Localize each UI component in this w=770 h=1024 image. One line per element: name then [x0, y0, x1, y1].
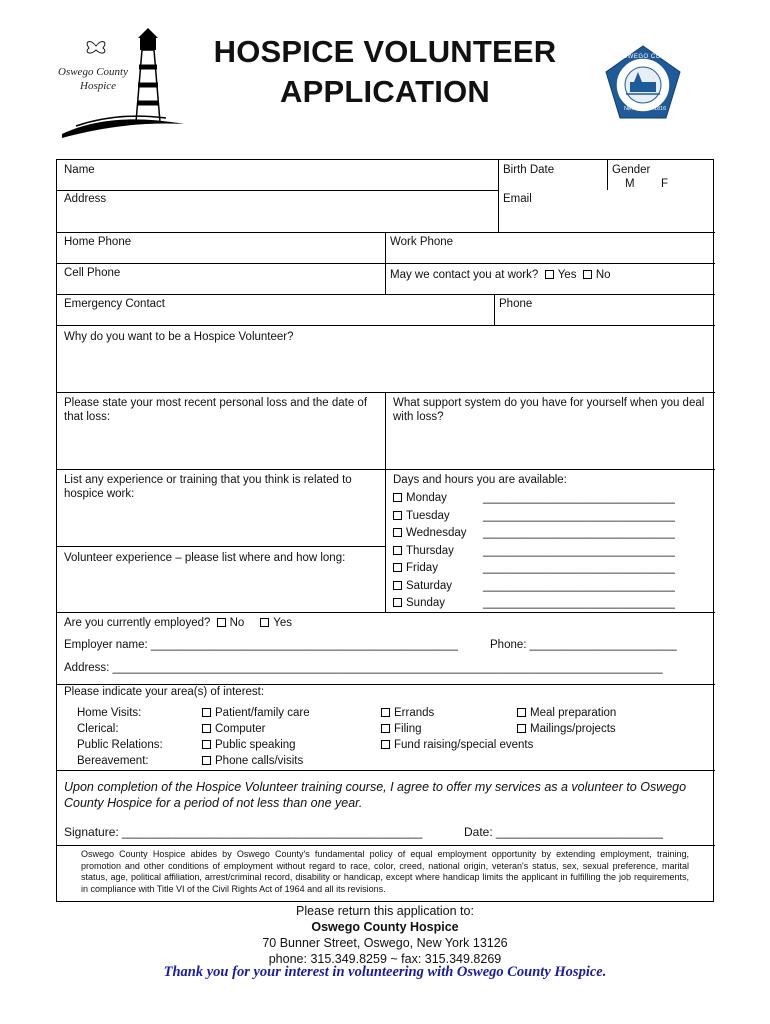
logo-text-line2: Hospice — [80, 80, 117, 92]
contact-yes-checkbox[interactable] — [545, 270, 554, 279]
day-label: Thursday — [406, 544, 454, 557]
interest-category-item — [77, 754, 149, 768]
contact-yes-label: Yes — [557, 269, 577, 281]
day-row-friday — [393, 561, 713, 575]
interest-option-label: Phone calls/visits — [215, 755, 304, 767]
employer-address-field[interactable]: Address: ______________________________________________________________________________________ — [64, 662, 663, 674]
employed-no-checkbox[interactable] — [217, 618, 226, 627]
interest-option-label: Computer — [215, 723, 266, 735]
volunteer-experience-field[interactable]: Volunteer experience – please list where and how long: — [64, 552, 346, 564]
interest-option-label: Public speaking — [215, 739, 296, 751]
interest-option-checkbox[interactable] — [202, 708, 211, 717]
interest-option-item[interactable] — [381, 738, 533, 752]
employed-yes-checkbox[interactable] — [260, 618, 269, 627]
day-label: Tuesday — [406, 509, 450, 522]
gender-label: Gender — [612, 164, 651, 176]
interest-category-label: Home Visits: — [77, 707, 142, 719]
date-field[interactable]: Date: _________________________ — [464, 825, 663, 839]
day-checkbox-wednesday[interactable] — [393, 528, 402, 537]
day-label: Saturday — [406, 579, 453, 592]
interest-category-item — [77, 706, 141, 720]
day-checkbox-monday[interactable] — [393, 493, 402, 502]
return-to: Please return this application to: — [296, 904, 474, 918]
interest-option-label: Errands — [394, 707, 435, 719]
thank-you-note: Thank you for your interest in volunteering with Oswego County Hospice. — [163, 964, 607, 980]
interest-option-checkbox[interactable] — [202, 756, 211, 765]
interest-option-checkbox[interactable] — [381, 740, 390, 749]
interest-option-item[interactable] — [202, 722, 266, 736]
interest-option-checkbox[interactable] — [381, 708, 390, 717]
return-org: Oswego County Hospice — [311, 920, 459, 934]
experience-training-field[interactable]: List any experience or training that you think is related to hospice work: — [64, 474, 352, 500]
day-checkbox-friday[interactable] — [393, 563, 402, 572]
day-hours-line[interactable]: ______________________________ — [483, 544, 675, 557]
return-address: 70 Bunner Street, Oswego, New York 13126 — [262, 936, 508, 950]
day-row-thursday — [393, 544, 713, 558]
day-row-wednesday — [393, 526, 713, 540]
interest-option-checkbox[interactable] — [517, 708, 526, 717]
day-hours-line[interactable]: ______________________________ — [483, 492, 675, 504]
interest-option-label: Filing — [394, 723, 422, 735]
address-field[interactable]: Address — [64, 193, 107, 205]
signature-field[interactable]: Signature: _____________________________________________ — [64, 825, 423, 839]
employed-no-label: No — [229, 617, 245, 629]
seal-text-top: OSWEGO COUNTY — [618, 54, 680, 60]
eeo-statement: Oswego County Hospice abides by Oswego County's fundamental policy of equal employment opportunity by extending employment, training, promotion and other conditions of employment without regard to race, color, creed, national origin, veteran's status, sex, sexual preference, marital status, age, political affiliation, arrest/criminal record, disability or handicap, except where handicap limits the applicant in fulfilling the job requirements, in compliance with Title VI of the Civil Rights Act of 1964 and all its revisions. — [81, 849, 689, 894]
interest-option-label: Mailings/projects — [530, 723, 616, 735]
application-form — [56, 159, 714, 902]
work-phone-field[interactable]: Work Phone — [390, 236, 454, 248]
why-volunteer-field[interactable]: Why do you want to be a Hospice Volunteer? — [64, 331, 294, 343]
page-title — [190, 32, 580, 112]
lighthouse-icon — [56, 22, 186, 144]
employed-label: Are you currently employed? — [64, 617, 211, 629]
day-checkbox-saturday[interactable] — [393, 581, 402, 590]
gender-m-option[interactable]: M — [625, 178, 635, 190]
day-hours-line[interactable]: ______________________________ — [483, 562, 675, 574]
employed-question — [64, 616, 292, 630]
interest-option-item[interactable] — [517, 722, 616, 736]
day-label: Friday — [406, 562, 438, 574]
day-label: Wednesday — [406, 527, 467, 539]
return-instructions — [0, 903, 770, 967]
day-checkbox-sunday[interactable] — [393, 598, 402, 607]
interest-option-item[interactable] — [202, 738, 296, 752]
interest-option-label: Fund raising/special events — [394, 739, 534, 751]
day-hours-line[interactable]: ______________________________ — [483, 509, 675, 522]
day-row-sunday — [393, 596, 713, 610]
interest-option-checkbox[interactable] — [202, 724, 211, 733]
county-seal — [604, 44, 682, 120]
interest-option-item[interactable] — [202, 754, 303, 768]
cell-phone-field[interactable]: Cell Phone — [64, 267, 121, 279]
seal-year: 1816 — [654, 106, 667, 112]
return-phone-fax: phone: 315.349.8259 ~ fax: 315.349.8269 — [268, 952, 502, 966]
support-system-field[interactable]: What support system do you have for yourself when you deal with loss? — [393, 397, 705, 423]
day-row-saturday — [393, 579, 713, 593]
interest-option-label: Meal preparation — [530, 707, 617, 719]
day-hours-line[interactable]: ______________________________ — [483, 597, 675, 609]
day-row-tuesday — [393, 509, 713, 523]
day-label: Sunday — [406, 597, 446, 609]
agreement-text: Upon completion of the Hospice Volunteer training course, I agree to offer my services as a volunteer to Oswego County Hospice for a period of not less than one year. — [64, 780, 687, 810]
days-hours-label: Days and hours you are available: — [393, 474, 567, 486]
hospice-logo — [56, 22, 186, 144]
emergency-contact-field[interactable]: Emergency Contact — [64, 298, 165, 310]
day-hours-line[interactable]: ______________________________ — [483, 579, 675, 592]
interest-option-item[interactable] — [381, 706, 434, 720]
contact-at-work-question — [390, 268, 611, 282]
seal-text-bottom: NEW YORK — [624, 106, 654, 112]
interest-category-label: Bereavement: — [77, 755, 149, 767]
recent-loss-field[interactable]: Please state your most recent personal loss and the date of that loss: — [64, 397, 368, 423]
interest-option-label: Patient/family care — [215, 707, 310, 719]
birth-date-field[interactable]: Birth Date — [503, 164, 555, 176]
contact-no-checkbox[interactable] — [583, 270, 592, 279]
interest-option-item[interactable] — [381, 722, 421, 736]
title-line1: HOSPICE VOLUNTEER — [213, 34, 557, 69]
interest-category-item — [77, 738, 163, 752]
day-hours-line[interactable]: ______________________________ — [483, 527, 675, 539]
gender-f-option[interactable]: F — [661, 178, 669, 190]
day-checkbox-thursday[interactable] — [393, 546, 402, 555]
employer-name-field[interactable]: Employer name: ________________________________________________ — [64, 639, 458, 651]
day-label: Monday — [406, 492, 447, 504]
logo-text-line1: Oswego County — [58, 66, 128, 78]
day-checkbox-tuesday[interactable] — [393, 511, 402, 520]
title-line2: APPLICATION — [279, 74, 490, 109]
contact-no-label: No — [595, 269, 611, 281]
interest-category-label: Public Relations: — [77, 739, 163, 751]
interest-option-item[interactable] — [517, 706, 616, 720]
employer-phone-field[interactable]: Phone: _______________________ — [490, 639, 677, 651]
interest-option-item[interactable] — [202, 706, 310, 720]
interest-category-label: Clerical: — [77, 723, 119, 735]
email-field[interactable]: Email — [503, 193, 532, 205]
name-field[interactable]: Name — [64, 164, 95, 176]
interest-option-checkbox[interactable] — [517, 724, 526, 733]
interest-category-item — [77, 722, 119, 736]
interest-prompt: Please indicate your area(s) of interest: — [64, 686, 265, 698]
home-phone-field[interactable]: Home Phone — [64, 236, 132, 248]
day-row-monday — [393, 491, 713, 505]
interest-option-checkbox[interactable] — [381, 724, 390, 733]
employed-yes-label: Yes — [273, 617, 293, 629]
interest-option-checkbox[interactable] — [202, 740, 211, 749]
emergency-phone-field[interactable]: Phone — [499, 298, 533, 310]
contact-at-work-label: May we contact you at work? — [390, 269, 539, 281]
